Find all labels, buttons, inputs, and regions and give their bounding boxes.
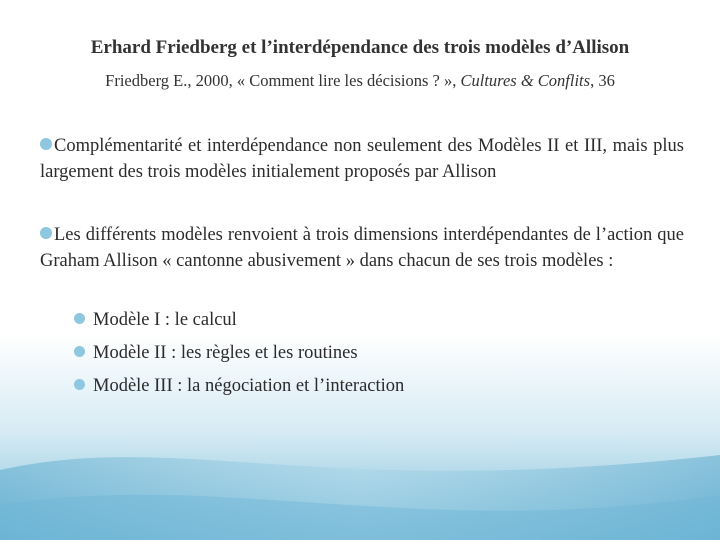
- bullet-dot-icon: [74, 379, 85, 390]
- sub-bullet-text: Modèle III : la négociation et l’interaction: [93, 376, 405, 396]
- bullet-paragraph-1: [40, 133, 684, 185]
- sub-bullet-model-2: [74, 340, 358, 366]
- reference-journal: Cultures & Conflits: [460, 71, 591, 90]
- reference-text: Friedberg E., 2000, « Comment lire les décisions ? »,: [105, 71, 461, 90]
- bullet-dot-icon: [40, 138, 52, 150]
- bullet-dot-icon: [74, 346, 85, 357]
- sub-bullet-model-3: [74, 373, 404, 399]
- bullet-dot-icon: [40, 227, 52, 239]
- sub-bullet-model-1: [74, 307, 237, 333]
- bullet-paragraph-2: [40, 222, 684, 274]
- slide-subtitle-reference: [0, 71, 720, 91]
- sub-bullet-text: Modèle I : le calcul: [93, 310, 237, 330]
- reference-issue: , 36: [590, 71, 615, 90]
- bullet-text-2: Les différents modèles renvoient à trois dimensions interdépendantes de l’action que Graham Allison « cantonne abusivement » dans chacun de ses trois modèles :: [40, 225, 684, 271]
- bullet-text-1: Complémentarité et interdépendance non seulement des Modèles II et III, mais plus largement des trois modèles initialement proposés par Allison: [40, 136, 684, 182]
- bullet-dot-icon: [74, 313, 85, 324]
- slide-title: Erhard Friedberg et l’interdépendance des trois modèles d’Allison: [90, 37, 630, 58]
- sub-bullet-text: Modèle II : les règles et les routines: [93, 343, 358, 363]
